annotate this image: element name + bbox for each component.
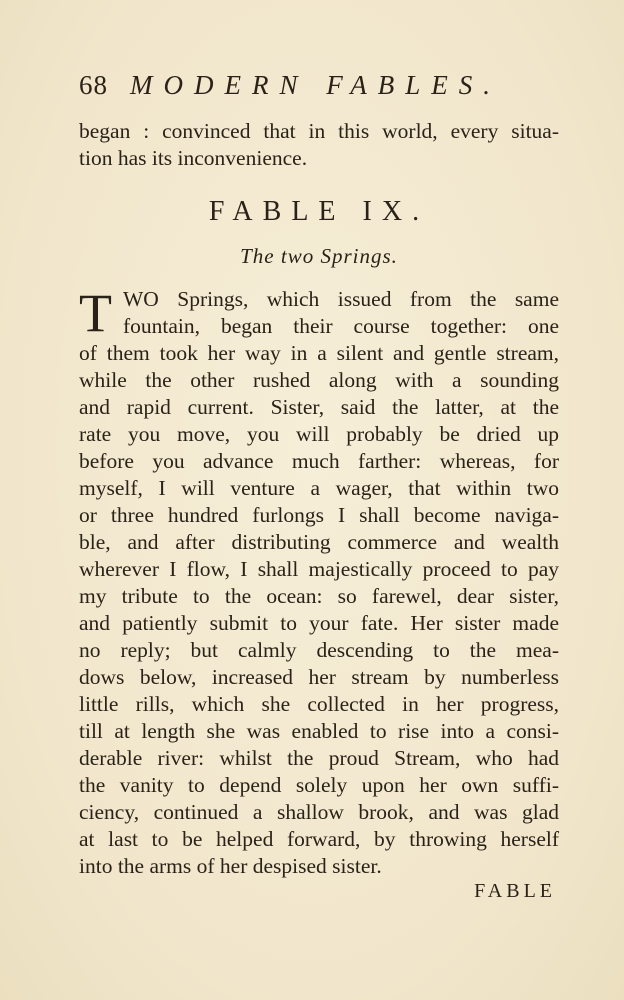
text-line: my tribute to the ocean: so farewel, dear sister, (79, 584, 559, 608)
fable-body (79, 283, 559, 880)
page-header (79, 70, 549, 101)
catchword: FABLE (474, 880, 556, 902)
text-line: at last to be helped forward, by throwing herself (79, 827, 559, 851)
drop-cap: T (79, 283, 112, 343)
text-line: or three hundred furlongs I shall become naviga- (79, 503, 559, 527)
text-line: till at length she was enabled to rise into a consi- (79, 719, 559, 743)
text-line: no reply; but calmly descending to the mea- (79, 638, 559, 662)
continued-text (79, 118, 559, 172)
running-title: MODERN FABLES. (130, 70, 501, 100)
text-line: derable river: whilst the proud Stream, who had (79, 746, 559, 770)
text-line: WO Springs, which issued from the same (123, 287, 559, 311)
text-line: tion has its inconvenience. (79, 146, 308, 170)
text-line: began : convinced that in this world, every situa- (79, 119, 559, 143)
text-line: fountain, began their course together: one (123, 314, 559, 338)
text-line: into the arms of her despised sister. (79, 854, 382, 878)
text-line: ciency, continued a shallow brook, and was glad (79, 800, 559, 824)
text-line: rate you move, you will probably be dried up (79, 422, 559, 446)
text-line: of them took her way in a silent and gentle stream, (79, 341, 559, 365)
page-number: 68 (79, 70, 108, 100)
text-line: before you advance much farther: whereas, for (79, 449, 559, 473)
text-line: little rills, which she collected in her progress, (79, 692, 559, 716)
fable-heading: FABLE IX. (208, 196, 430, 227)
text-line: and rapid current. Sister, said the latter, at the (79, 395, 559, 419)
text-line: ble, and after distributing commerce and wealth (79, 530, 559, 554)
text-line: and patiently submit to your fate. Her sister made (79, 611, 559, 635)
text-line: while the other rushed along with a sounding (79, 368, 559, 392)
text-line: dows below, increased her stream by numberless (79, 665, 559, 689)
text-line: myself, I will venture a wager, that within two (79, 476, 559, 500)
text-line: the vanity to depend solely upon her own suffi- (79, 773, 559, 797)
fable-subtitle: The two Springs. (240, 244, 398, 268)
text-line: wherever I flow, I shall majestically proceed to pay (79, 557, 559, 581)
